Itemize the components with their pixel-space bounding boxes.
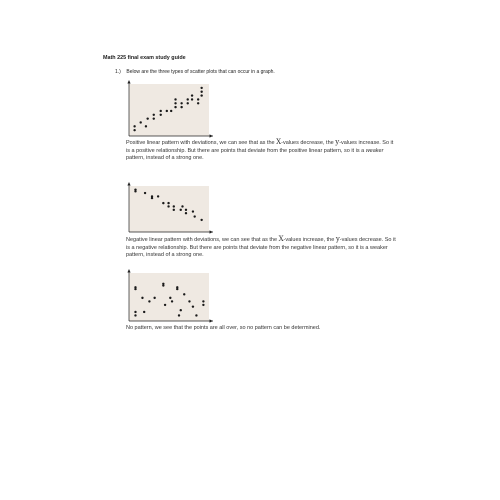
data-point [134,314,136,316]
data-point [185,209,187,211]
data-point [191,98,193,100]
description-negative [126,236,398,260]
data-point [187,98,189,100]
data-point [200,91,202,93]
data-point [173,209,175,211]
data-point [197,102,199,104]
scatter-plot-negative [127,182,215,234]
data-point [180,309,182,311]
data-point [176,288,178,290]
data-point [181,205,183,207]
data-point [151,197,153,199]
description-positive [126,139,398,163]
data-point [188,300,190,302]
question-number: 1.) [115,69,121,75]
desc-positive-part-d: pattern, instead of a strong one. [126,155,204,162]
data-point [200,219,202,221]
data-point [167,205,169,207]
desc-positive-y-symbol: y [335,138,340,146]
desc-positive-part-b: -values decrease, the [281,140,336,146]
data-point [171,300,173,302]
desc-negative-part-b: -values increase, the [283,237,336,243]
data-point [162,202,164,204]
desc-negative-x-symbol: X [278,235,284,243]
data-point [134,311,136,313]
scatter-plot-negative-svg [127,182,215,234]
data-point [174,98,176,100]
scatter-plot-none [127,269,215,323]
y-axis-arrow [127,80,130,84]
y-axis-arrow [127,269,130,273]
data-point [160,114,162,116]
data-point [157,195,159,197]
desc-positive-x-symbol: X [276,138,282,146]
desc-negative-y-symbol: y [335,235,340,243]
data-point [195,314,197,316]
data-point [166,110,168,112]
data-point [169,297,171,299]
data-point [133,129,135,131]
data-point [200,87,202,89]
data-point [180,102,182,104]
data-point [170,110,172,112]
data-point [153,114,155,116]
data-point [193,215,195,217]
desc-positive-part-a: Positive linear pattern with deviations, we can see that as the [126,140,277,146]
data-point [202,304,204,306]
data-point [202,300,204,302]
data-point [187,102,189,104]
scatter-plot-none-svg [127,269,215,323]
plot-area [129,273,209,321]
data-point [153,117,155,119]
data-point [173,205,175,207]
data-point [180,209,182,211]
data-point [145,125,147,127]
data-point [183,293,185,295]
data-point [140,121,142,123]
data-point [174,106,176,108]
data-point [180,106,182,108]
desc-negative-part-c: -values decrease. So it is a negative relationship. But there are points that deviate from the negative linear pattern, so it is a weaker pattern, instead of a strong one. [126,237,396,259]
data-point [162,284,164,286]
description-none [126,325,398,333]
data-point [174,102,176,104]
data-point [146,117,148,119]
desc-positive-emphasis: weaker [365,147,384,154]
plot-area [129,186,209,232]
data-point [197,98,199,100]
question-text: Below are the three types of scatter plots that can occur in a graph. [126,69,275,75]
data-point [192,210,194,212]
data-point [167,202,169,204]
desc-negative-part-a: Negative linear pattern with deviations, we can see that as the [126,237,279,243]
data-point [164,304,166,306]
document-title: Math 225 final exam study guide [103,55,186,61]
data-point [141,297,143,299]
x-axis-arrow [210,319,214,322]
data-point [200,94,202,96]
data-point [153,297,155,299]
question-line [115,69,275,75]
data-point [134,190,136,192]
data-point [148,300,150,302]
desc-positive-part-c: -values increase. So it is a positive relationship. But there are points that deviate from the positive linear pattern, so it is a [126,140,394,154]
desc-none-text: No pattern, we see that the points are all over, so no pattern can be determined. [126,325,321,331]
scatter-plot-positive [127,80,215,138]
x-axis-arrow [210,134,214,137]
data-point [134,288,136,290]
plot-area [129,84,209,136]
data-point [191,94,193,96]
scatter-plot-positive-svg [127,80,215,138]
data-point [192,305,194,307]
data-point [185,212,187,214]
data-point [133,125,135,127]
data-point [178,314,180,316]
data-point [143,311,145,313]
data-point [144,192,146,194]
y-axis-arrow [127,182,130,186]
data-point [160,110,162,112]
x-axis-arrow [210,230,214,233]
